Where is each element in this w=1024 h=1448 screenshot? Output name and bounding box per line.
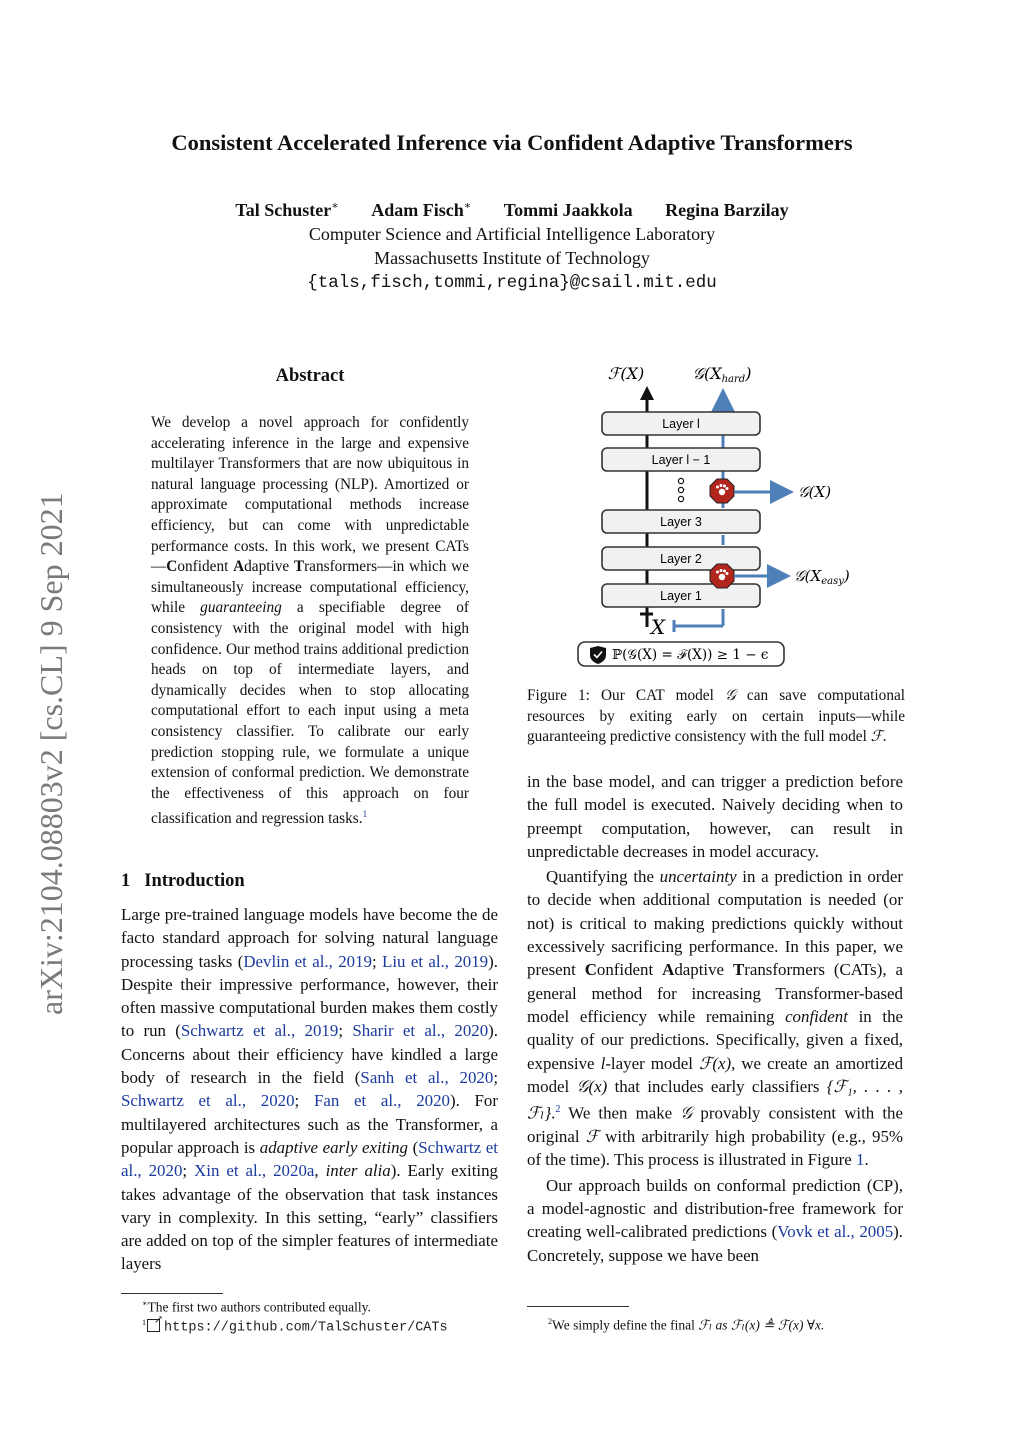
citation-fan[interactable]: Fan et al., 2020 [313, 1091, 450, 1111]
citation-xin[interactable]: Xin et al., 2020a [194, 1161, 315, 1181]
layer-box-l [602, 412, 760, 435]
abstract-heading: Abstract [275, 366, 345, 386]
affiliation-lab: Computer Science and Artificial Intelligence Laboratory [308, 224, 716, 244]
author-4: Regina Barzilay [665, 200, 789, 220]
paper-title: Consistent Accelerated Inference via Confident Adaptive Transformers [171, 130, 853, 155]
svg-text:Layer 2: Layer 2 [660, 552, 702, 566]
layer-box-l-minus-1 [602, 448, 760, 471]
citation-sharir[interactable]: Sharir et al., 2020 [352, 1021, 489, 1041]
citation-sanh[interactable]: Sanh et al., 2020 [360, 1068, 494, 1088]
ellipsis-dot [678, 478, 683, 483]
output-full-label: ℱ(X) [607, 364, 645, 383]
ellipsis-dot [678, 487, 683, 492]
citation-schwartz-2020[interactable]: Schwartz et al., 2020 [121, 1091, 295, 1111]
paragraph: in the base model, and can trigger a prediction before the full model is executed. Naively deciding when to preempt computation, however, can result in unpredictable decreases in model accuracy. [527, 772, 903, 861]
author-1: Tal Schuster∗ [235, 200, 339, 220]
guarantee-box [578, 642, 784, 666]
stop-sign-icon [710, 564, 734, 588]
arxiv-stamp: arXiv:2104.08803v2 [cs.CL] 9 Sep 2021 [33, 492, 69, 1016]
right-column-body [527, 770, 903, 1267]
citation-vovk[interactable]: Vovk et al., 2005 [777, 1222, 894, 1242]
citation-schwartz-2019[interactable]: Schwartz et al., 2019 [180, 1021, 339, 1041]
author-emails: {tals,fisch,tommi,regina}@csail.mit.edu [307, 273, 717, 293]
citation-schwartz-2020b[interactable]: Schwartz et al., 2020 [121, 1137, 498, 1181]
exit-mid-label: 𝒢(X) [798, 483, 832, 501]
svg-text:Layer 1: Layer 1 [660, 589, 702, 603]
layer-box-2 [602, 547, 760, 570]
paragraph: Our approach builds on conformal prediction (CP), a model-agnostic and distribution-free framework for creating well-calibrated predictions (Vovk et al., 2005). Concretely, suppose we have been [527, 1175, 903, 1265]
abstract-body: We develop a novel approach for confidently accelerating inference in the large and expensive multilayer Transformers that are now ubiquitous in natural language processing (NLP). Amortized or approximate computational methods increase efficiency, but can come with unpredictable performance costs. In this work, we present CATs—Confident Adaptive Transformers—in which we simultaneously increase computational efficiency, while guaranteeing a specifiable degree of consistency with the original model with high confidence. Our method trains additional prediction heads on top of intermediate layers, and dynamically decides when to stop allocating computational effort to each input using a meta consistency classifier. To calibrate our early prediction stopping rule, we formulate a unique extension of conformal prediction. We demonstrate the effectiveness of this approach on four classification and regression tasks.$^1$ [151, 414, 470, 828]
repo-link[interactable]: https://github.com/TalSchuster/CATs [164, 1320, 448, 1336]
exit-easy-label: $𝒢(X_{easy})$ [794, 567, 850, 587]
figure-1-link[interactable]: 1 [856, 1150, 865, 1170]
affiliation-institute: Massachusetts Institute of Technology [374, 248, 650, 268]
svg-text:Layer 3: Layer 3 [660, 515, 702, 529]
footnote-link-2[interactable]: 2 [555, 1104, 561, 1116]
svg-text:Layer l: Layer l [662, 417, 700, 431]
external-link-icon: ↗ [147, 1319, 160, 1332]
svg-text:Layer l − 1: Layer l − 1 [651, 453, 711, 467]
footnote-rule [527, 1306, 629, 1307]
input-label: X [650, 615, 666, 639]
stop-sign-icon [710, 479, 734, 503]
citation-devlin[interactable]: Devlin et al., 2019 [243, 951, 372, 971]
output-hard-label: 𝒢(Xhard) [692, 364, 752, 385]
footnote-link-1[interactable]: 1 [362, 809, 368, 820]
svg-text:ℙ(𝒢(X) = ℱ(X)) ≥ 1 − ϵ: ℙ(𝒢(X) = ℱ(X)) ≥ 1 − ϵ [612, 647, 769, 663]
citation-liu[interactable]: Liu et al., 2019 [382, 951, 489, 971]
author-2: Adam Fisch∗ [371, 200, 472, 220]
layer-box-3 [602, 510, 760, 533]
paragraph: Quantifying the uncertainty in a prediction in order to decide when additional computation is needed (or not) is critical to making predictions quickly without excessively sacrificing performance. In this paper, we present Confident Adaptive Transformers (CATs), a general method for increasing Transformer-based model efficiency while remaining confident in the quality of our predictions. Specifically, given a fixed, expensive l-layer model ℱ(x), we create an amortized model 𝒢(x) that includes early classifiers {ℱ₁, . . . , ℱₗ}.$^2$ We then make 𝒢 provably consistent with the original ℱ with arbitrarily high probability (e.g., 95% of the time). This process is illustrated in Figure 1. [527, 867, 904, 1170]
footnote-1: $^1$ ↗ https://github.com/TalSchuster/CATs [142, 1313, 448, 1336]
footnote-2: $^2$We simply define the final ℱₗ as ℱₗ(x) ≜ ℱ(x) ∀x. [548, 1317, 825, 1333]
footnote-star: ∗The first two authors contributed equally. [142, 1299, 371, 1315]
layer-box-1 [602, 584, 760, 607]
introduction-body: Large pre-trained language models have become the de facto standard approach for solving natural language processing tasks (Devlin et al., 2019; Liu et al., 2019). Despite their impressive performance, however, their often massive computational burden makes them costly to run (Schwartz et al., 2019; Sharir et al., 2020). Concerns about their efficiency have kindled a large body of research in the field (Sanh et al., 2020; Schwartz et al., 2020; Fan et al., 2020). For multilayered architectures such as the Transformer, a popular approach is adaptive early exiting (Schwartz et al., 2020; Xin et al., 2020a, inter alia). Early exiting takes advantage of the observation that task instances vary in complexity. In this setting, “early” classifiers are added on top of the simpler features of intermediate layers [121, 905, 499, 1274]
figure-1-caption: Figure 1: Our CAT model 𝒢 can save computational resources by exiting early on certain inputs—while guaranteeing predictive consistency with the full model ℱ. [527, 687, 906, 746]
ellipsis-dot [678, 496, 683, 501]
author-3: Tommi Jaakkola [503, 200, 633, 220]
full-model-arrowhead [640, 386, 654, 400]
author-list [0, 199, 1024, 221]
figure-1-diagram [560, 360, 880, 672]
section-heading-introduction: 1 Introduction [121, 871, 245, 891]
